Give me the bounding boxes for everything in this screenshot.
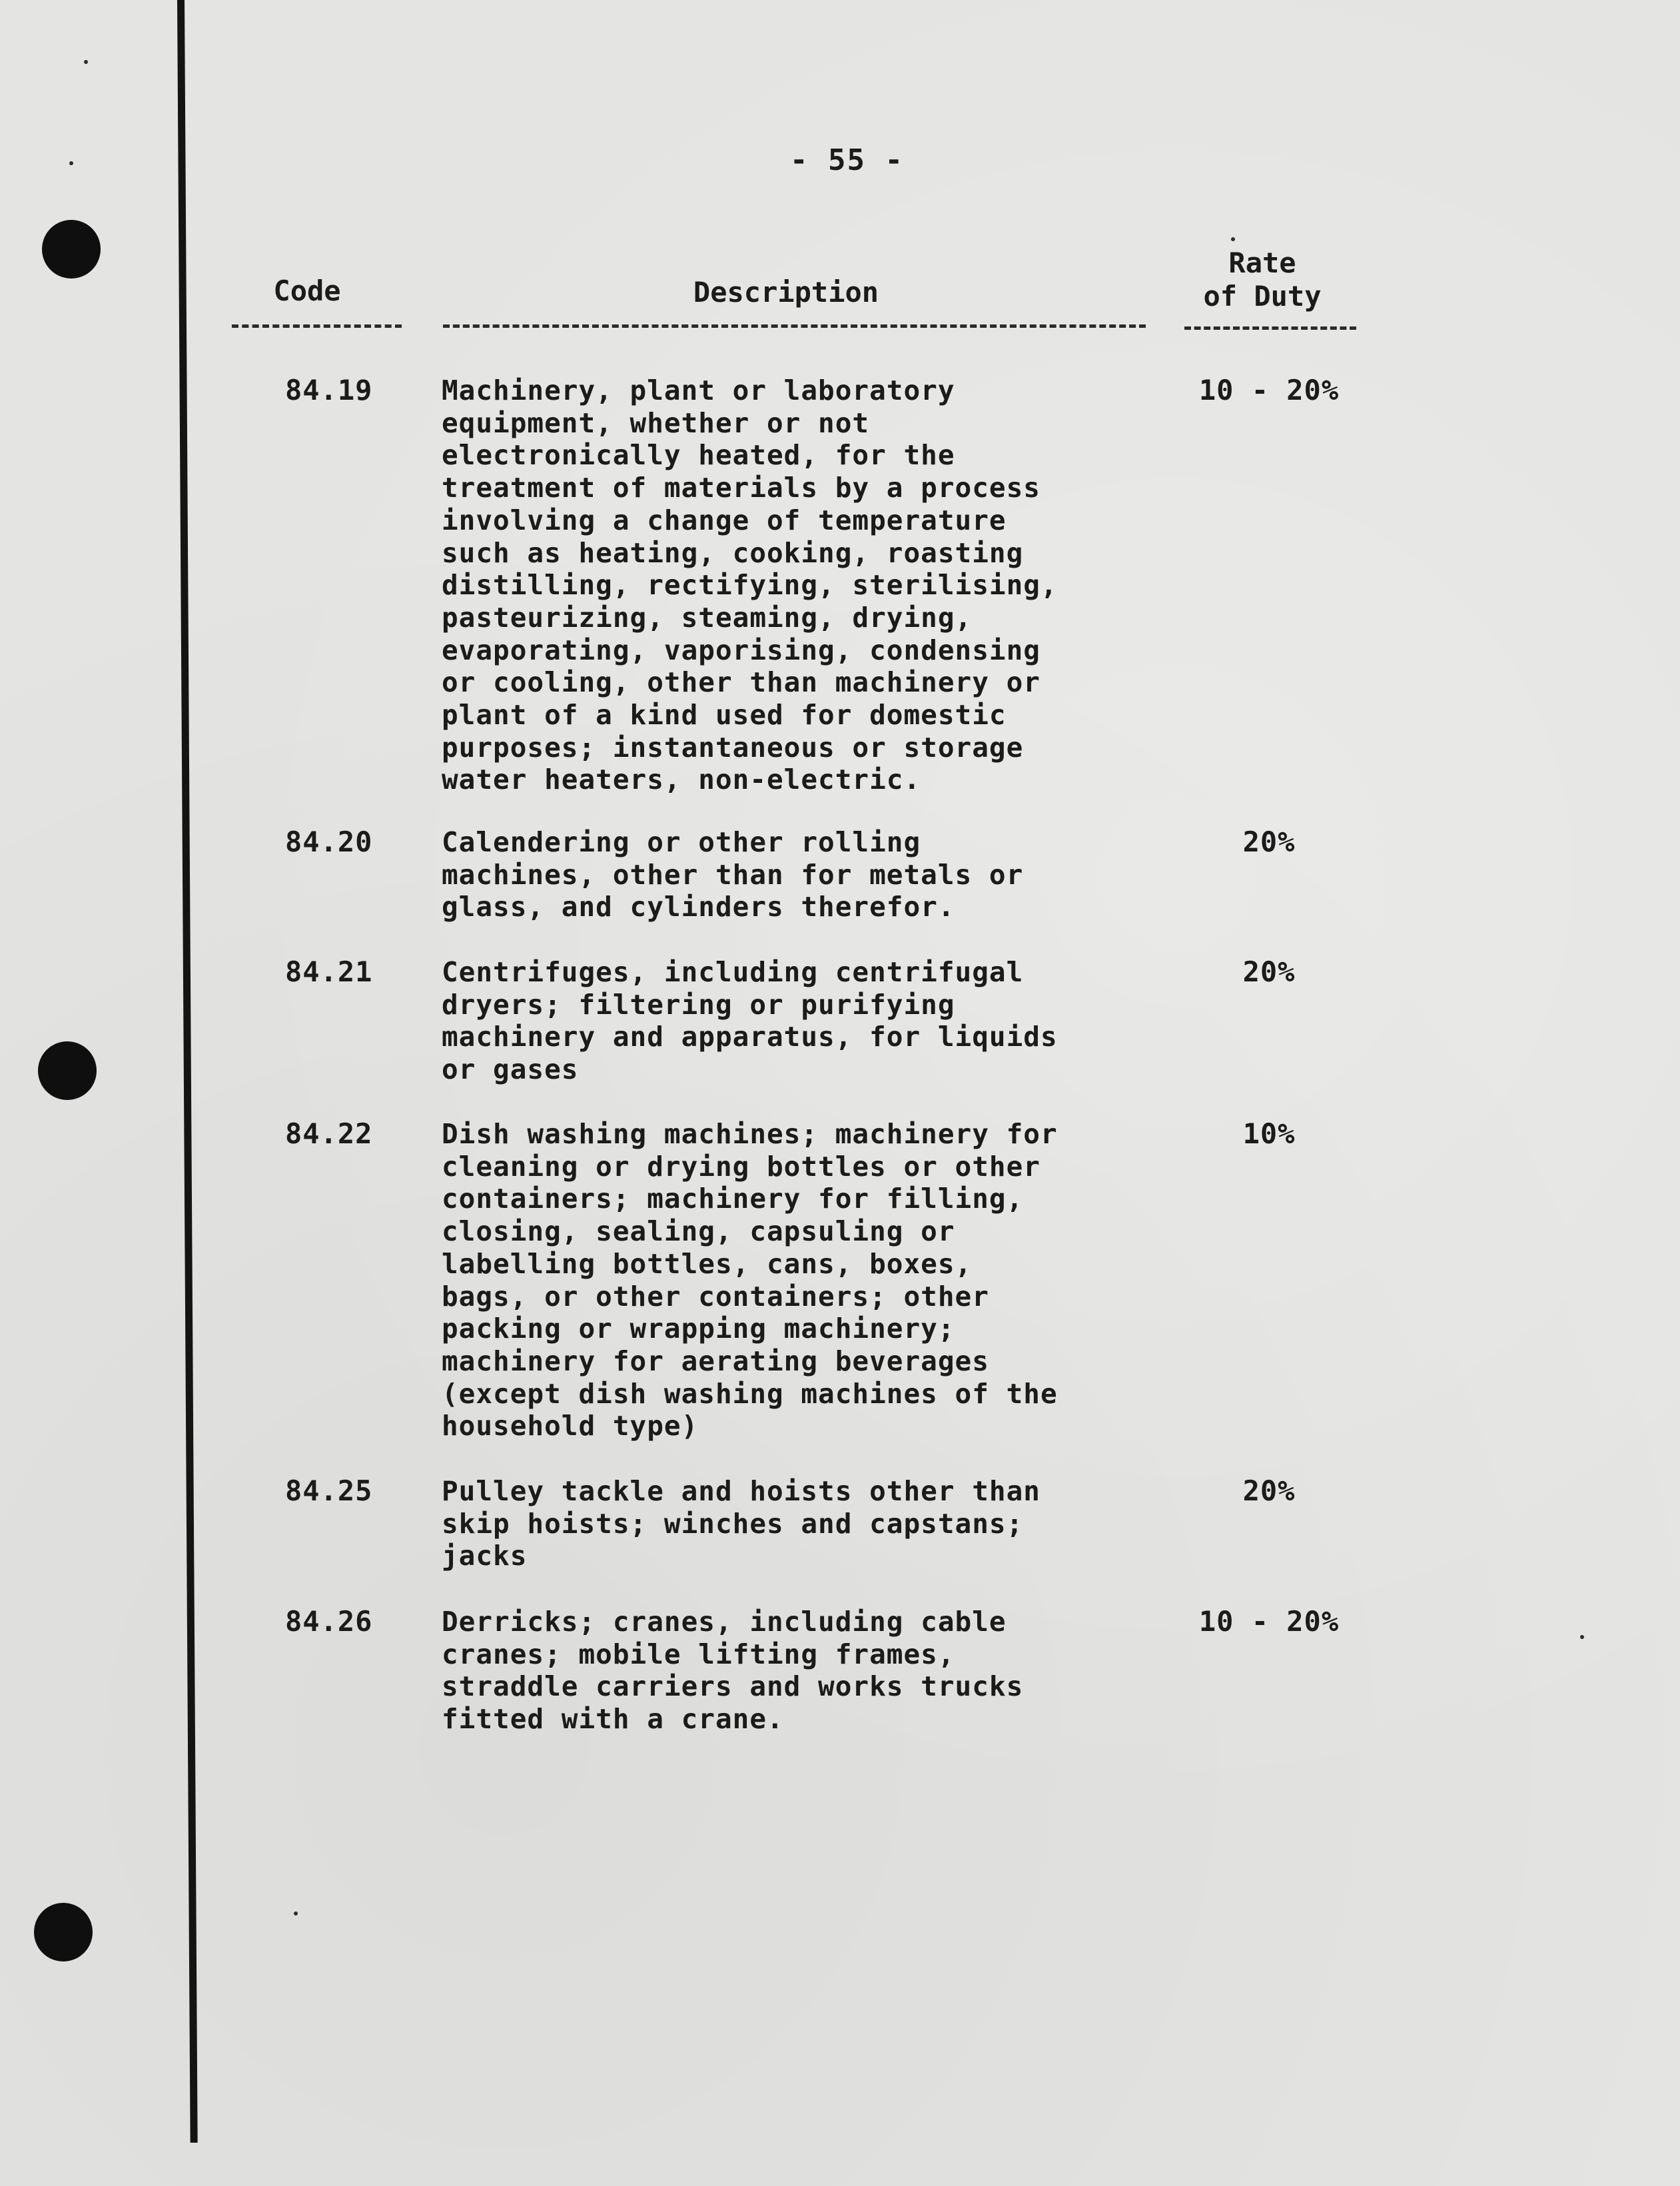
duty-rate: 20% <box>1242 955 1296 988</box>
duty-rate: 10 - 20% <box>1198 374 1340 406</box>
header-rule-description <box>443 324 1146 328</box>
duty-rate: 20% <box>1242 1474 1296 1507</box>
tariff-code: 84.20 <box>285 825 373 858</box>
paper-speck <box>69 161 73 165</box>
binder-margin-line <box>177 0 198 2143</box>
duty-rate: 10% <box>1242 1117 1296 1150</box>
paper-speck <box>84 60 88 64</box>
tariff-description: Dish washing machines; machinery for cleaning or drying bottles or other containers; machinery for filling, closing, sealing, capsuling or labelling bottles, cans, boxes, bags, or other containers; other packing or wrapping machinery; machinery for aerating beverages (except dish washing machines of the household type) <box>442 1118 1058 1442</box>
paper-speck <box>1231 237 1235 241</box>
punch-hole-bottom <box>34 1903 93 1961</box>
duty-rate: 10 - 20% <box>1198 1605 1340 1638</box>
tariff-code: 84.25 <box>285 1474 373 1507</box>
punch-hole-top <box>42 220 101 278</box>
paper-speck <box>294 1912 298 1915</box>
punch-hole-middle <box>38 1041 97 1100</box>
tariff-code: 84.19 <box>285 374 373 406</box>
tariff-description: Derricks; cranes, including cable cranes; mobile lifting frames, straddle carriers and works trucks fitted with a crane. <box>442 1606 1024 1736</box>
tariff-code: 84.21 <box>285 955 373 988</box>
page-number: - 55 - <box>790 143 904 177</box>
header-rule-rate <box>1184 326 1356 330</box>
column-header-code: Code <box>273 274 341 307</box>
tariff-description: Machinery, plant or laboratory equipment, whether or not electronically heated, for the treatment of materials by a process involving a change of temperature such as heating, cooking, roasting distilling, rectifying, sterilising, pasteurizing, steaming, drying, evaporating, vaporising, condensing or cooling, other than machinery or plant of a kind used for domestic purposes; instantaneous or storage water heaters, non-electric. <box>442 374 1058 796</box>
tariff-code: 84.26 <box>285 1605 373 1638</box>
column-header-rate-of-duty: Rate of Duty <box>1203 247 1322 312</box>
column-header-description: Description <box>693 276 879 308</box>
paper-speck <box>1580 1635 1584 1639</box>
tariff-description: Centrifuges, including centrifugal dryers; filtering or purifying machinery and apparatus, for liquids or gases <box>442 956 1058 1086</box>
header-rule-code <box>232 324 402 328</box>
tariff-description: Calendering or other rolling machines, other than for metals or glass, and cylinders therefor. <box>442 826 1024 923</box>
tariff-code: 84.22 <box>285 1117 373 1150</box>
duty-rate: 20% <box>1242 825 1296 858</box>
tariff-description: Pulley tackle and hoists other than skip hoists; winches and capstans; jacks <box>442 1475 1041 1572</box>
